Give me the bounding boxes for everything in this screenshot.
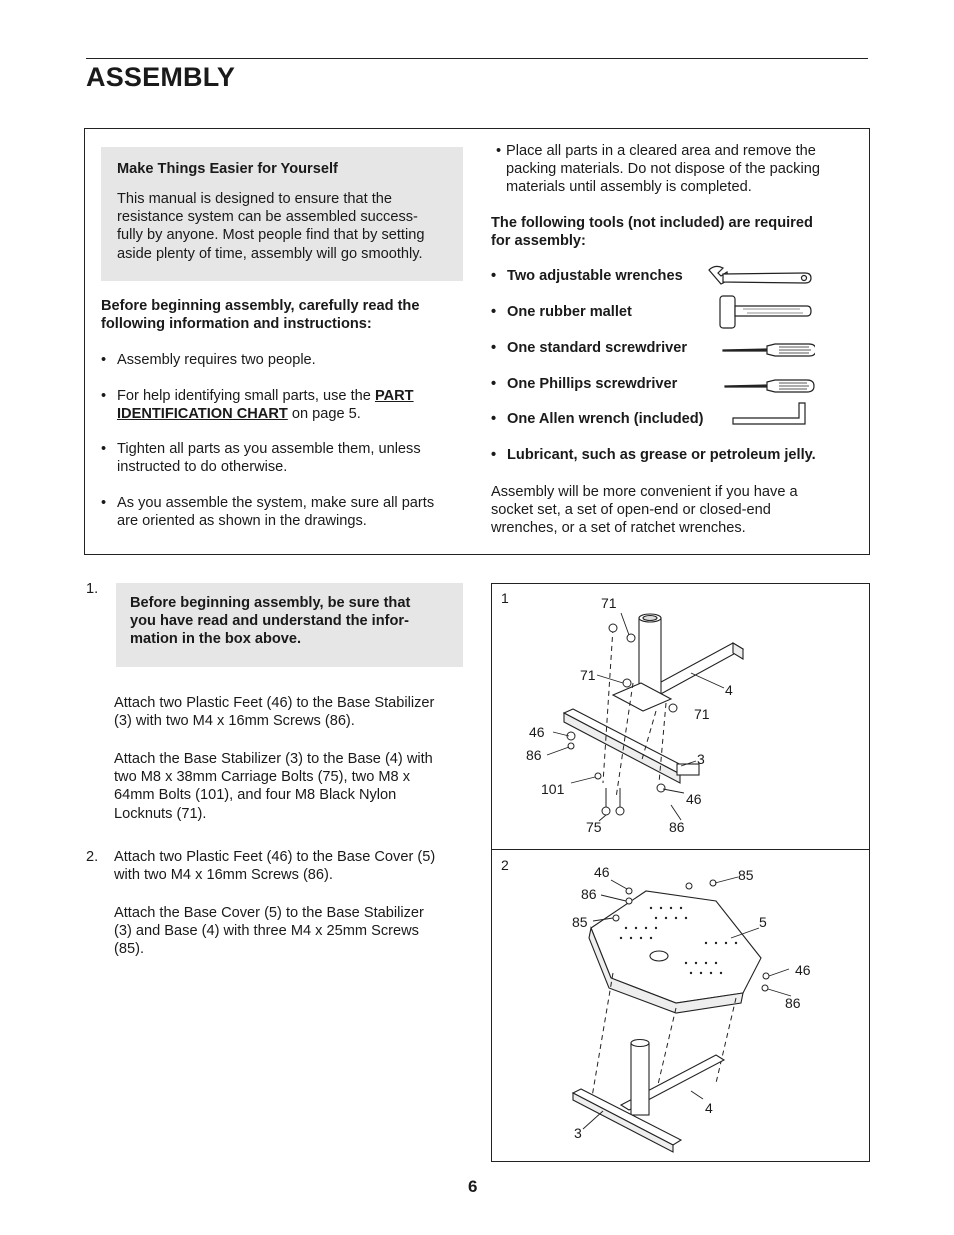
page-number: 6 — [468, 1177, 478, 1196]
bullet-clear-area: • Place all parts in a cleared area and remove the packing materials. Do not dispose of the packing materials until assembly is completed. — [496, 143, 820, 196]
figure-2-number: 2 — [501, 857, 509, 873]
tools-heading: The following tools (not included) are required for assembly: — [491, 215, 813, 250]
step-2-para-1: Attach two Plastic Feet (46) to the Base Cover (5) with two M4 x 16mm Screws (86). — [114, 849, 436, 884]
callout-85b: 85 — [738, 867, 754, 883]
callout-46b-fig2: 46 — [795, 962, 811, 978]
header-rule — [86, 58, 868, 59]
figure-1-number: 1 — [501, 590, 509, 606]
callout-71a: 71 — [601, 595, 617, 611]
callout-86-fig2: 86 — [581, 886, 597, 902]
callout-4: 4 — [725, 682, 733, 698]
callout-3: 3 — [697, 751, 705, 767]
callout-46-fig2: 46 — [594, 864, 610, 880]
step-1-note: Before beginning assembly, be sure that you have read and understand the infor- mation in the box above. — [130, 595, 411, 648]
callout-101: 101 — [541, 781, 565, 797]
part-chart-link[interactable]: PART — [374, 388, 414, 404]
callout-3-fig2: 3 — [574, 1125, 582, 1141]
step-1-number: 1. — [86, 581, 99, 597]
phillips-screwdriver-icon — [725, 380, 814, 392]
callout-71c: 71 — [694, 706, 710, 722]
callout-5: 5 — [759, 914, 767, 930]
tip-body: This manual is designed to ensure that the resistance system can be assembled success- fully by anyone. Most people find that by setting aside plenty of time, assembly will go smoothly. — [117, 191, 425, 262]
bullet-part-chart: • For help identifying small parts, use the PART IDENTIFICATION CHART on page 5. — [101, 388, 414, 423]
tip-heading: Make Things Easier for Yourself — [117, 161, 338, 177]
callout-46b: 46 — [686, 791, 702, 807]
assembly-figures — [491, 583, 870, 1162]
bullet-orientation: • As you assemble the system, make sure all parts are oriented as shown in the drawings. — [101, 495, 435, 530]
step-1-para-2: Attach the Base Stabilizer (3) to the Base (4) with two M8 x 38mm Carriage Bolts (75), two M8 x 64mm Bolts (101), and four M8 Black Nylon Locknuts (71). — [114, 751, 433, 822]
callout-86b-fig2: 86 — [785, 995, 801, 1011]
callout-46: 46 — [529, 724, 545, 740]
step-1-para-1: Attach two Plastic Feet (46) to the Base Stabilizer (3) with two M4 x 16mm Screws (86). — [114, 695, 435, 730]
before-heading: Before beginning assembly, carefully read the following information and instructions: — [101, 298, 420, 333]
callout-75: 75 — [586, 819, 602, 835]
rubber-mallet-icon — [720, 296, 811, 328]
standard-screwdriver-icon — [723, 344, 815, 356]
adjustable-wrench-icon — [709, 266, 811, 284]
figure-2 — [501, 857, 811, 1152]
step-2-para-2: Attach the Base Cover (5) to the Base Stabilizer (3) and Base (4) with three M4 x 25mm Screws (85). — [114, 905, 424, 958]
tool-icons — [705, 262, 815, 437]
callout-4-fig2: 4 — [705, 1100, 713, 1116]
page-title: ASSEMBLY — [86, 62, 236, 92]
callout-85a: 85 — [572, 914, 588, 930]
figure-1 — [501, 590, 743, 835]
callout-71b: 71 — [580, 667, 596, 683]
step-2-number: 2. — [86, 849, 99, 865]
bullet-tighten: • Tighten all parts as you assemble them, unless instructed to do otherwise. — [101, 441, 421, 476]
part-chart-link-cont[interactable]: IDENTIFICATION CHART — [117, 406, 288, 423]
callout-86: 86 — [526, 747, 542, 763]
callout-86b: 86 — [669, 819, 685, 835]
allen-wrench-icon — [733, 403, 805, 424]
convenience-note: Assembly will be more convenient if you have a socket set, a set of open-end or closed-end wrenches, or a set of ratchet wrenches. — [491, 484, 798, 537]
